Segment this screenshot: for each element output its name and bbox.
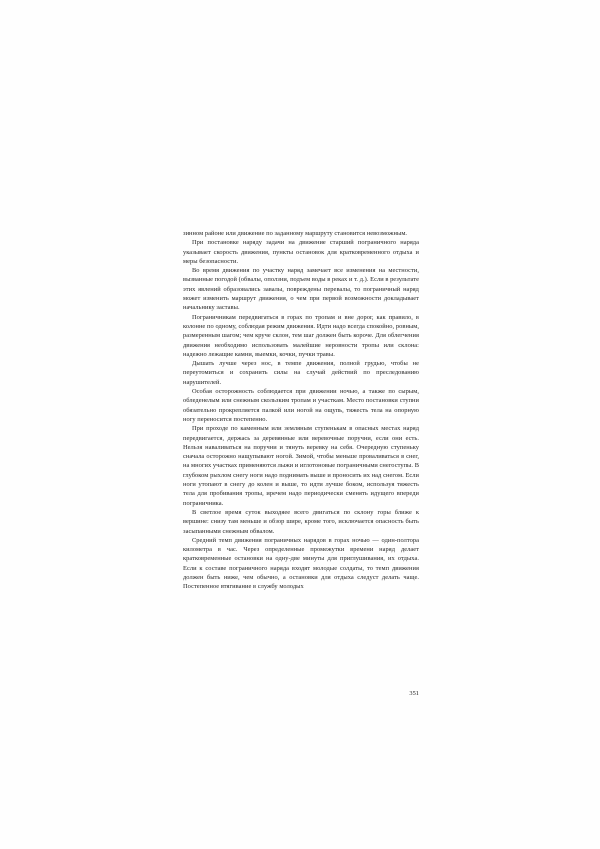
paragraph: При проходе по каменным или земляным ступенькам в опасных местах наряд передвигается, держась за деревянные или веревочные поручни, если они есть. Нельзя наваливаться на поручни и тянуть веревку на себя. Очередную ступеньку сначала осторожно нащупывают ногой. Зимой, чтобы меньше проваливаться в снег, на многих участках применяются лыжи и иглотоновые пограничными снегоступы. В глубоком рыхлом снегу ноги надо поднимать выше и проносить их над снегом. Если ноги утопают в снегу до колен и выше, то идти лучше боком, используя тяжесть тела для пробивания тропы, иречем надо периодически сменять идущего впереди пограничника.	[183, 425, 420, 507]
paragraph: Особая осторожность соблюдается при движении ночью, а также по сырым, обледенелым или снежным скользким тропам и участкам. Место постановки ступни обязательно прокрепляется палкой или ногой на ощупь, тяжесть тела на опорную ногу переносится постепенно.	[183, 388, 419, 423]
paragraph: Дышать лучше через нос, в темпе движения, полной грудью, чтобы не переутомиться и сохранить силы на случай действий по преследованию нарушителей.	[183, 360, 419, 386]
paragraph: В светлое время суток выходяее всего двигаться по склону горы ближе к вершине: снизу там меньше и обзор шире, кроме того, исключается опасность быть засыпанными снежным обвалом.	[183, 508, 419, 535]
body-text-column	[183, 229, 419, 592]
paragraph: При постановке наряду задачи на движение старший пограничного наряда указывает скорость движения, пункты остановок для кратковременного отдыха и меры безопасности.	[183, 239, 419, 265]
paragraph: Средний темп движения пограничных нарядов в горах ночью — один-полтора километра в час. Через определенные промежутки времени наряд делает кратковременные остановки на одну-две минуты для приглушивания, их отдыха. Если к составе пограничного наряда входят молодые солдаты, то темп движения должен быть ниже, чем обычно, а остановки для отдыха следуст делать чаще. Постепенное втягивание в службу молодых	[183, 536, 419, 591]
paragraph: Пограничникам передвигаться в горах по тропам и вне дорог, как правило, в колонне по одному, соблюдая режим движения. Идти надо всегда спокойно, ровным, размеренным шагом; чем круче склон, тем шаг должен быть короче. Для облегчения движения необходимо использовать малейшие неровности тропы или склона: надежно лежащие камни, выемки, кочки, пучки травы.	[183, 313, 419, 358]
paragraph: зинном районе или движение по заданному маршруту становится невозможным.	[183, 230, 408, 237]
paragraph: Во время движения по участку наряд замечает все изменения на местности, вызванные погодой (обвалы, оползни, подъем воды в реках и т. д.). Если в результате этих явлений образовались завалы, повреждены перевалы, то пограничный наряд может изменить маршрут движения, о чем при первой возможности докладывает начальнику заставы.	[183, 267, 420, 312]
page-number: 351	[409, 690, 419, 697]
